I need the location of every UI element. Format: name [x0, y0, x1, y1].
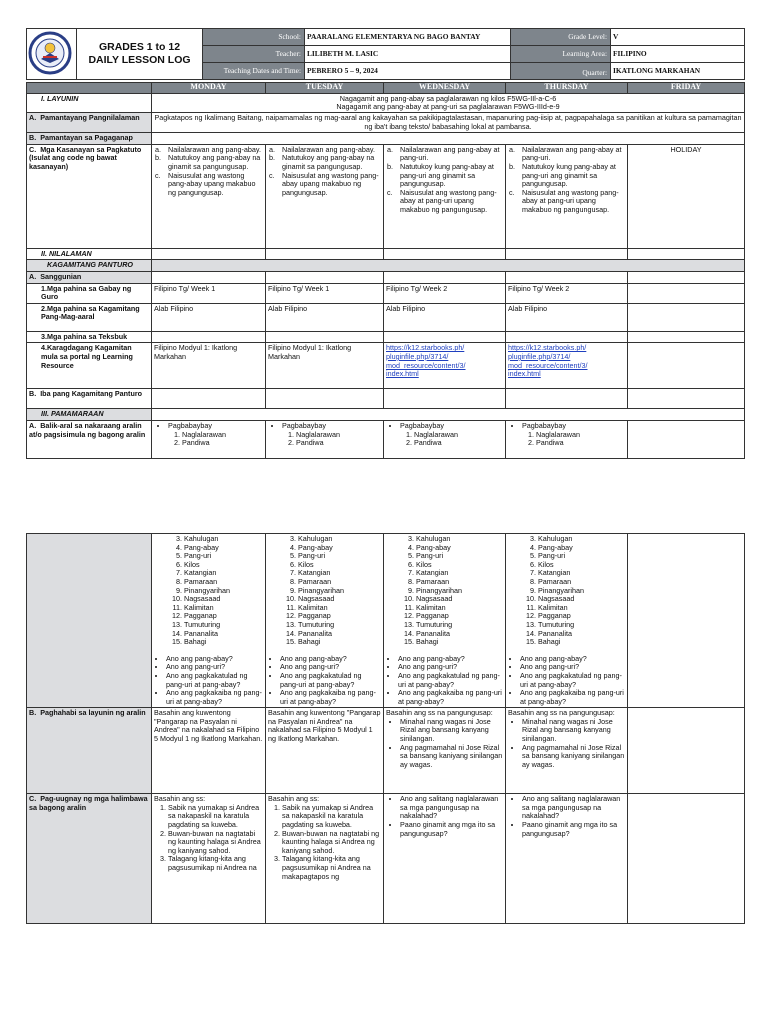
- balik-term: 10. Nagsasaad: [416, 595, 503, 604]
- balik-bullet: [522, 422, 625, 448]
- sanggunian-row: [27, 271, 745, 283]
- balik-tuesday: [266, 420, 384, 458]
- review-question: • Ano ang pagkakatulad ng pang-uri at pang-abay?: [280, 672, 381, 689]
- kagamitan-monday: Alab Filipino: [152, 303, 266, 331]
- link-line: https://k12.starbooks.ph/: [386, 343, 465, 353]
- pag-uugnay-label: [27, 794, 152, 924]
- gabay-wednesday: Filipino Tg/ Week 2: [384, 283, 506, 303]
- row-letter: A.: [29, 420, 37, 430]
- balik-bullet-text: Pagbabaybay: [522, 420, 566, 430]
- question-item: • Ano ang salitang naglalarawan sa mga pangungusap na nakalahad?: [522, 795, 625, 821]
- karagdagan-monday: Filipino Modyul 1: Ikatlong Markahan: [152, 343, 266, 389]
- balik-term: 13. Tumuturing: [184, 621, 263, 630]
- pag-uugnay-tuesday: [266, 794, 384, 924]
- day-header-row: [27, 83, 745, 94]
- skill-marker: c.: [155, 170, 161, 180]
- skill-marker: c.: [509, 187, 515, 197]
- layunin-line-1: Nagagamit ang pang-abay sa paglalarawan ng kilos F5WG-IIl-a-C-6: [339, 94, 557, 103]
- pamantayan-pagaganap-row: [27, 133, 745, 145]
- balik-thursday: [506, 420, 628, 458]
- balik-term: 14. Pananalita: [416, 630, 503, 639]
- balik-bullet: [168, 422, 263, 448]
- row-title: Paghahabi sa layunin ng aralin: [40, 708, 146, 718]
- learning-area-value: FILIPINO: [611, 46, 745, 63]
- karagdagan-wednesday: [384, 343, 506, 389]
- balik-term: 8. Pamaraan: [416, 578, 503, 587]
- balik-term: 5. Pang-uri: [538, 552, 625, 561]
- row-letter: B.: [29, 389, 37, 399]
- row-letter: A.: [29, 113, 37, 122]
- balik-term: 7. Katangian: [538, 569, 625, 578]
- question-item: • Ano ang salitang naglalarawan sa mga pangungusap na nakalahad?: [400, 795, 503, 821]
- skill-text: Nailalarawan ang pang-abay.: [282, 144, 375, 154]
- review-question: • Ano ang pang-abay?: [520, 655, 625, 664]
- review-question: • Ano ang pagkakaiba ng pang-uri at pang-abay?: [398, 689, 503, 706]
- layunin-text: [152, 94, 745, 113]
- paghahabi-thursday: [506, 708, 628, 794]
- kasanayan-label: [27, 144, 152, 248]
- school-value: PAARALANG ELEMENTARYA NG BAGO BANTAY: [305, 29, 511, 46]
- balik-term: 13. Tumuturing: [538, 621, 625, 630]
- paghahabi-monday: Basahin ang kuwentong "Pangarap na Pasyalan ni Andrea" na nakalahad sa Filipino 5 Modyul 1 ng Ikatlong Markahan.: [152, 708, 266, 794]
- karagdagang-label: 4.Karagdagang Kagamitan mula sa portal ng Learning Resource: [27, 343, 152, 389]
- holiday-cell: HOLIDAY: [628, 144, 745, 248]
- skill-marker: c.: [269, 170, 275, 180]
- balik-term: 12. Pagganap: [416, 612, 503, 621]
- link-line: index.html: [508, 369, 541, 379]
- balik-term: 11. Kalimitan: [298, 604, 381, 613]
- balik-term: 2. Pandiwa: [296, 439, 381, 448]
- review-question: • Ano ang pang-abay?: [166, 655, 263, 664]
- balik-bullet-text: Pagbabaybay: [282, 420, 326, 430]
- balik-cont-wednesday: [384, 534, 506, 708]
- row-letter: C.: [29, 144, 37, 154]
- balik-cont-thursday: [506, 534, 628, 708]
- gabay-monday: Filipino Tg/ Week 1: [152, 283, 266, 303]
- pag-uugnay-monday: [152, 794, 266, 924]
- deped-seal-icon: [28, 31, 72, 75]
- skill-item: [509, 144, 625, 163]
- balik-term: 7. Katangian: [298, 569, 381, 578]
- skill-marker: a.: [509, 144, 515, 154]
- example-item: 2. Buwan-buwan na nagtatabi ng kaunting halaga si Andrea ng kaniyang sahod.: [168, 830, 263, 856]
- skill-text: Naisusulat ang wastong pang-abay at pang-uri upang makabuo ng pangungusap.: [522, 187, 619, 214]
- balik-term: 6. Kilos: [538, 561, 625, 570]
- skill-marker: c.: [387, 187, 393, 197]
- day-thursday: THURSDAY: [506, 83, 628, 94]
- row-letter: B.: [29, 708, 37, 718]
- skill-item: [509, 161, 625, 189]
- sentence-item: • Minahal nang wagas ni Jose Rizal ang bansang kanyang sinilangan.: [400, 718, 503, 744]
- example-item: 3. Talagang kitang-kita ang pagsusumikap ni Andrea na: [168, 855, 263, 872]
- kagamitan-row: [27, 260, 745, 272]
- balik-cont-monday: [152, 534, 266, 708]
- sentence-item: • Minahal nang wagas ni Jose Rizal ang bansang kanyang sinilangan.: [522, 718, 625, 744]
- balik-term: 2. Pandiwa: [414, 439, 503, 448]
- skill-text: Natutukoy ang pang-abay na ginamit sa pangungusap.: [168, 153, 261, 171]
- balik-term: 5. Pang-uri: [416, 552, 503, 561]
- kagamitang-mag-aaral-row: [27, 303, 745, 331]
- balik-term: 8. Pamaraan: [184, 578, 263, 587]
- teksbuk-label: 3.Mga pahina sa Teksbuk: [27, 331, 152, 343]
- example-item: 1. Sabik na yumakap si Andrea sa nakapaskil na karatula pagdating sa kuweba.: [282, 804, 381, 830]
- skill-marker: b.: [269, 153, 275, 163]
- link-line: https://k12.starbooks.ph/: [508, 343, 587, 353]
- teaching-dates-label: Teaching Dates and Time:: [203, 63, 305, 80]
- review-question: • Ano ang pagkakatulad ng pang-uri at pang-abay?: [166, 672, 263, 689]
- skill-text: Nailalarawan ang pang-abay.: [168, 144, 261, 154]
- row-title: Pamantayang Pangnilalaman: [40, 113, 140, 122]
- review-question: • Ano ang pang-abay?: [280, 655, 381, 664]
- link-line: index.html: [386, 369, 419, 379]
- starbooks-link[interactable]: [386, 343, 466, 378]
- deped-seal: [27, 29, 77, 80]
- skill-text: Naisusulat ang wastong pang-abay upang makabuo ng pangungusap.: [282, 170, 379, 197]
- balik-term: 14. Pananalita: [538, 630, 625, 639]
- skill-marker: b.: [509, 161, 515, 171]
- gabay-row: [27, 283, 745, 303]
- review-question: • Ano ang pagkakatulad ng pang-uri at pang-abay?: [520, 672, 625, 689]
- example-item: 2. Buwan-buwan na nagtatabi ng kaunting halaga si Andrea ng kaniyang sahod.: [282, 830, 381, 856]
- lesson-log-header: [26, 28, 744, 80]
- skill-marker: b.: [155, 153, 161, 163]
- link-line: pluginfile.php/3714/: [386, 351, 449, 361]
- pamantayang-pangnilalaman-text: Pagkatapos ng Ikalimang Baitang, naipamamalas ng mag-aaral ang kakayahan sa pakikipagtalastasan, mapanuring pag-iisip at, pagpapahalaga sa panitikan at kultura sa pamamagitan ng iba't ibang teksto/ babasahing lokal at pambansa.: [152, 113, 745, 133]
- balik-term: 2. Pandiwa: [182, 439, 263, 448]
- balik-term: 1. Naglalarawan: [182, 431, 263, 440]
- balik-term: 14. Pananalita: [298, 630, 381, 639]
- day-friday: FRIDAY: [628, 83, 745, 94]
- balik-term: 13. Tumuturing: [298, 621, 381, 630]
- paghahabi-intro: Basahin ang ss na pangungusap:: [508, 708, 615, 718]
- skill-marker: a.: [155, 144, 161, 154]
- row-title: Balik-aral sa nakaraang aralin at/o pagsisimula ng bagong aralin: [29, 420, 146, 439]
- skill-item: [155, 170, 263, 198]
- balik-term: 11. Kalimitan: [538, 604, 625, 613]
- kasanayan-wednesday: [384, 144, 506, 248]
- question-item: • Paano ginamit ang mga ito sa pangungusap?: [522, 821, 625, 838]
- nilalaman-row: [27, 248, 745, 260]
- balik-term: 1. Naglalarawan: [296, 431, 381, 440]
- row-letter: C.: [29, 794, 37, 804]
- skill-text: Naisusulat ang wastong pang-abay at pang-uri upang makabuo ng pangungusap.: [400, 187, 497, 214]
- balik-aral-row: [27, 420, 745, 458]
- balik-term: 10. Nagsasaad: [538, 595, 625, 604]
- title-daily-lesson-log: DAILY LESSON LOG: [88, 54, 191, 66]
- corner-cell: [27, 83, 152, 94]
- balik-term: 11. Kalimitan: [184, 604, 263, 613]
- review-question: • Ano ang pang-uri?: [520, 663, 625, 672]
- row-title: Iba pang Kagamitang Panturo: [40, 389, 143, 399]
- balik-term: 9. Pinangyarihan: [416, 587, 503, 596]
- pamamaraan-heading: III. PAMAMARAAN: [27, 409, 152, 421]
- balik-bullet-text: Pagbabaybay: [400, 420, 444, 430]
- balik-aral-continued-row: [27, 534, 745, 708]
- learning-area-label: Learning Area:: [511, 46, 611, 63]
- sanggunian-label: [27, 271, 152, 283]
- skill-item: [387, 161, 503, 189]
- log-title: [77, 29, 203, 80]
- teacher-value: LILIBETH M. LASIC: [305, 46, 511, 63]
- layunin-line-2: Nagagamit ang pang-abay at pang-uri sa paglalarawan F5WG-IIId-e-9: [336, 102, 560, 111]
- school-label: School:: [203, 29, 305, 46]
- grade-level-value: V: [611, 29, 745, 46]
- skill-text: Natutukoy kung pang-abay at pang-uri ang ginamit sa pangungusap.: [400, 161, 494, 189]
- balik-cont-tuesday: [266, 534, 384, 708]
- kagamitan-thursday: Alab Filipino: [506, 303, 628, 331]
- balik-term: 15. Bahagi: [416, 638, 503, 647]
- balik-term: 10. Nagsasaad: [298, 595, 381, 604]
- nilalaman-heading: II. NILALAMAN: [27, 248, 152, 260]
- quarter-value: IKATLONG MARKAHAN: [611, 63, 745, 80]
- balik-term: 9. Pinangyarihan: [538, 587, 625, 596]
- balik-term: 15. Bahagi: [298, 638, 381, 647]
- example-item: 1. Sabik na yumakap si Andrea sa nakapaskil na karatula pagdating sa kuweba.: [168, 804, 263, 830]
- iba-pang-row: [27, 389, 745, 409]
- link-line: mod_resource/content/3/: [508, 360, 588, 370]
- lesson-table: [26, 82, 744, 459]
- balik-term: 4. Pang-abay: [298, 544, 381, 553]
- pamantayang-pangnilalaman-label: [27, 113, 152, 133]
- balik-wednesday: [384, 420, 506, 458]
- balik-bullet: [282, 422, 381, 448]
- balik-term: 8. Pamaraan: [538, 578, 625, 587]
- paghahabi-row: [27, 708, 745, 794]
- kagamitan-heading: KAGAMITANG PANTURO: [27, 260, 152, 272]
- balik-term: 10. Nagsasaad: [184, 595, 263, 604]
- skill-marker: b.: [387, 161, 393, 171]
- balik-term: 6. Kilos: [298, 561, 381, 570]
- skill-item: [269, 170, 381, 198]
- balik-term: 4. Pang-abay: [184, 544, 263, 553]
- day-monday: MONDAY: [152, 83, 266, 94]
- balik-aral-continued-label: [27, 534, 152, 708]
- kasanayan-thursday: [506, 144, 628, 248]
- balik-term: 12. Pagganap: [538, 612, 625, 621]
- balik-term: 11. Kalimitan: [416, 604, 503, 613]
- layunin-heading: I. LAYUNIN: [27, 94, 152, 113]
- skill-marker: a.: [387, 144, 393, 154]
- karagdagan-tuesday: Filipino Modyul 1: Ikatlong Markahan: [266, 343, 384, 389]
- balik-term: 13. Tumuturing: [416, 621, 503, 630]
- balik-term: 1. Naglalarawan: [536, 431, 625, 440]
- review-question: • Ano ang pang-abay?: [398, 655, 503, 664]
- sentence-item: • Ang pagmamahal ni Jose Rizal sa bansang kaniyang sinilangan ay wagas.: [400, 744, 503, 770]
- skill-item: [509, 187, 625, 215]
- day-tuesday: TUESDAY: [266, 83, 384, 94]
- row-title: Mga Kasanayan sa Pagkatuto (Isulat ang code ng bawat kasanayan): [29, 144, 142, 171]
- balik-term: 4. Pang-abay: [416, 544, 503, 553]
- skill-item: [269, 153, 381, 171]
- balik-term: 14. Pananalita: [184, 630, 263, 639]
- balik-monday: [152, 420, 266, 458]
- paghahabi-wednesday: [384, 708, 506, 794]
- balik-term: 7. Katangian: [184, 569, 263, 578]
- skill-text: Natutukoy kung pang-abay at pang-uri ang ginamit sa pangungusap.: [522, 161, 616, 189]
- lesson-table-continued: [26, 533, 744, 924]
- paghahabi-tuesday: Basahin ang kuwentong "Pangarap na Pasyalan ni Andrea" na nakalahad sa Filipino 5 Modyul 1 ng Ikatlong Markahan.: [266, 708, 384, 794]
- balik-term: 9. Pinangyarihan: [184, 587, 263, 596]
- sentence-item: • Ang pagmamahal ni Jose Rizal sa bansang kaniyang sinilangan ay wagas.: [522, 744, 625, 770]
- balik-bullet-text: Pagbabaybay: [168, 420, 212, 430]
- kagamitan-tuesday: Alab Filipino: [266, 303, 384, 331]
- balik-term: 2. Pandiwa: [536, 439, 625, 448]
- row-letter: A.: [29, 271, 37, 281]
- pag-uugnay-thursday: [506, 794, 628, 924]
- skill-item: [387, 187, 503, 215]
- starbooks-link[interactable]: [508, 343, 588, 378]
- iba-pang-label: [27, 389, 152, 409]
- gabay-thursday: Filipino Tg/ Week 2: [506, 283, 628, 303]
- pag-uugnay-row: [27, 794, 745, 924]
- kagamitan-wednesday: Alab Filipino: [384, 303, 506, 331]
- row-title: Pamantayan sa Pagaganap: [40, 133, 133, 143]
- review-question: • Ano ang pagkakaiba ng pang-uri at pang-abay?: [520, 689, 625, 706]
- balik-term: 3. Kahulugan: [538, 535, 625, 544]
- pamantayang-pangnilalaman-row: [27, 113, 745, 133]
- row-letter: B.: [29, 133, 37, 143]
- link-line: pluginfile.php/3714/: [508, 351, 571, 361]
- gabay-label: 1.Mga pahina sa Gabay ng Guro: [27, 283, 152, 303]
- link-line: mod_resource/content/3/: [386, 360, 466, 370]
- skill-text: Nailalarawan ang pang-abay at pang-uri.: [522, 144, 622, 163]
- pag-uugnay-intro: Basahin ang ss:: [268, 794, 320, 804]
- balik-term: 5. Pang-uri: [184, 552, 263, 561]
- balik-term: 3. Kahulugan: [298, 535, 381, 544]
- grade-level-label: Grade Level:: [511, 29, 611, 46]
- balik-term: 1. Naglalarawan: [414, 431, 503, 440]
- skill-text: Natutukoy ang pang-abay na ginamit sa pangungusap.: [282, 153, 375, 171]
- paghahabi-label: [27, 708, 152, 794]
- title-grades: GRADES 1 to 12: [98, 41, 181, 53]
- teacher-label: Teacher:: [203, 46, 305, 63]
- skill-marker: a.: [269, 144, 275, 154]
- balik-term: 5. Pang-uri: [298, 552, 381, 561]
- balik-term: 3. Kahulugan: [416, 535, 503, 544]
- review-question: • Ano ang pagkakatulad ng pang-uri at pang-abay?: [398, 672, 503, 689]
- pamantayan-pagaganap-label: [27, 133, 152, 145]
- pag-uugnay-intro: Basahin ang ss:: [154, 794, 206, 804]
- balik-term: 8. Pamaraan: [298, 578, 381, 587]
- balik-term: 15. Bahagi: [184, 638, 263, 647]
- review-question: • Ano ang pang-uri?: [398, 663, 503, 672]
- row-title: Sanggunian: [40, 271, 82, 281]
- balik-aral-label: [27, 420, 152, 458]
- balik-term: 15. Bahagi: [538, 638, 625, 647]
- teksbuk-row: [27, 331, 745, 343]
- paghahabi-intro: Basahin ang ss na pangungusap:: [386, 708, 493, 718]
- day-wednesday: WEDNESDAY: [384, 83, 506, 94]
- skill-text: Nailalarawan ang pang-abay at pang-uri.: [400, 144, 500, 163]
- balik-term: 12. Pagganap: [184, 612, 263, 621]
- review-question: • Ano ang pagkakaiba ng pang-uri at pang-abay?: [166, 689, 263, 706]
- balik-term: 9. Pinangyarihan: [298, 587, 381, 596]
- row-title: Pag-uugnay ng mga halimbawa sa bagong aralin: [29, 794, 148, 812]
- example-item: 3. Talagang kitang-kita ang pagsusumikap ni Andrea na makapagtapos ng: [282, 855, 381, 881]
- balik-term: 6. Kilos: [184, 561, 263, 570]
- pamantayan-pagaganap-text: [152, 133, 745, 145]
- kasanayan-row: [27, 144, 745, 248]
- karagdagan-thursday: [506, 343, 628, 389]
- pamamaraan-row: [27, 409, 745, 421]
- question-item: • Paano ginamit ang mga ito sa pangungusap?: [400, 821, 503, 838]
- kasanayan-monday: [152, 144, 266, 248]
- karagdagang-row: [27, 343, 745, 389]
- quarter-label: Quarter:: [511, 63, 611, 80]
- balik-term: 12. Pagganap: [298, 612, 381, 621]
- pag-uugnay-wednesday: [384, 794, 506, 924]
- balik-term: 7. Katangian: [416, 569, 503, 578]
- kasanayan-tuesday: [266, 144, 384, 248]
- skill-text: Naisusulat ang wastong pang-abay upang makabuo ng pangungusap.: [168, 170, 256, 197]
- skill-item: [387, 144, 503, 163]
- review-question: • Ano ang pang-uri?: [166, 663, 263, 672]
- layunin-row: [27, 94, 745, 113]
- balik-term: 3. Kahulugan: [184, 535, 263, 544]
- balik-term: 6. Kilos: [416, 561, 503, 570]
- gabay-tuesday: Filipino Tg/ Week 1: [266, 283, 384, 303]
- teaching-dates-value: PEBRERO 5 – 9, 2024: [305, 63, 511, 80]
- balik-term: 4. Pang-abay: [538, 544, 625, 553]
- balik-bullet: [400, 422, 503, 448]
- kagamitang-mag-aaral-label: 2.Mga pahina sa Kagamitang Pang-Mag-aaral: [27, 303, 152, 331]
- review-question: • Ano ang pagkakaiba ng pang-uri at pang-abay?: [280, 689, 381, 706]
- skill-item: [155, 153, 263, 171]
- review-question: • Ano ang pang-uri?: [280, 663, 381, 672]
